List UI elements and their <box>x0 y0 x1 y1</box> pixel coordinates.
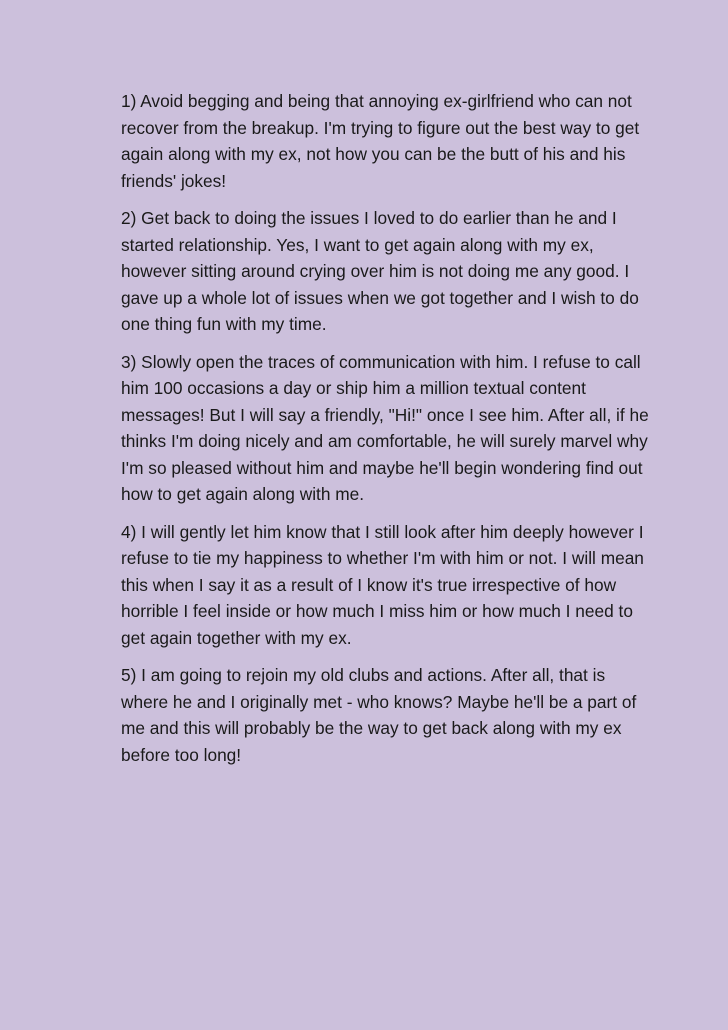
paragraph-3: 3) Slowly open the traces of communication with him. I refuse to call him 100 occasions a day or ship him a million textual content messages! But I will say a friendly, "Hi!" once I see him. After all, if he thinks I'm doing nicely and am comfortable, he will surely marvel why I'm so pleased without him and maybe he'll begin wondering find out how to get again along with me. <box>121 351 649 504</box>
paragraph-4: 4) I will gently let him know that I still look after him deeply however I refuse to tie my happiness to whether I'm with him or not. I will mean this when I say it as a result of I know it's true irrespective of how horrible I feel inside or how much I miss him or how much I need to get again together with my ex. <box>121 521 644 648</box>
document-body <box>121 88 649 779</box>
paragraph-1: 1) Avoid begging and being that annoying ex-girlfriend who can not recover from the breakup. I'm trying to figure out the best way to get again along with my ex, not how you can be the butt of his and his friends' jokes! <box>121 91 640 191</box>
paragraph-2: 2) Get back to doing the issues I loved to do earlier than he and I started relationship. Yes, I want to get again along with my ex, however sitting around crying over him is not doing me any good. I gave up a whole lot of issues when we got together and I wish to do one thing fun with my time. <box>121 208 639 334</box>
paragraph-5: 5) I am going to rejoin my old clubs and actions. After all, that is where he and I originally met - who knows? Maybe he'll be a part of me and this will probably be the way to get back along with my ex before too long! <box>121 665 637 765</box>
